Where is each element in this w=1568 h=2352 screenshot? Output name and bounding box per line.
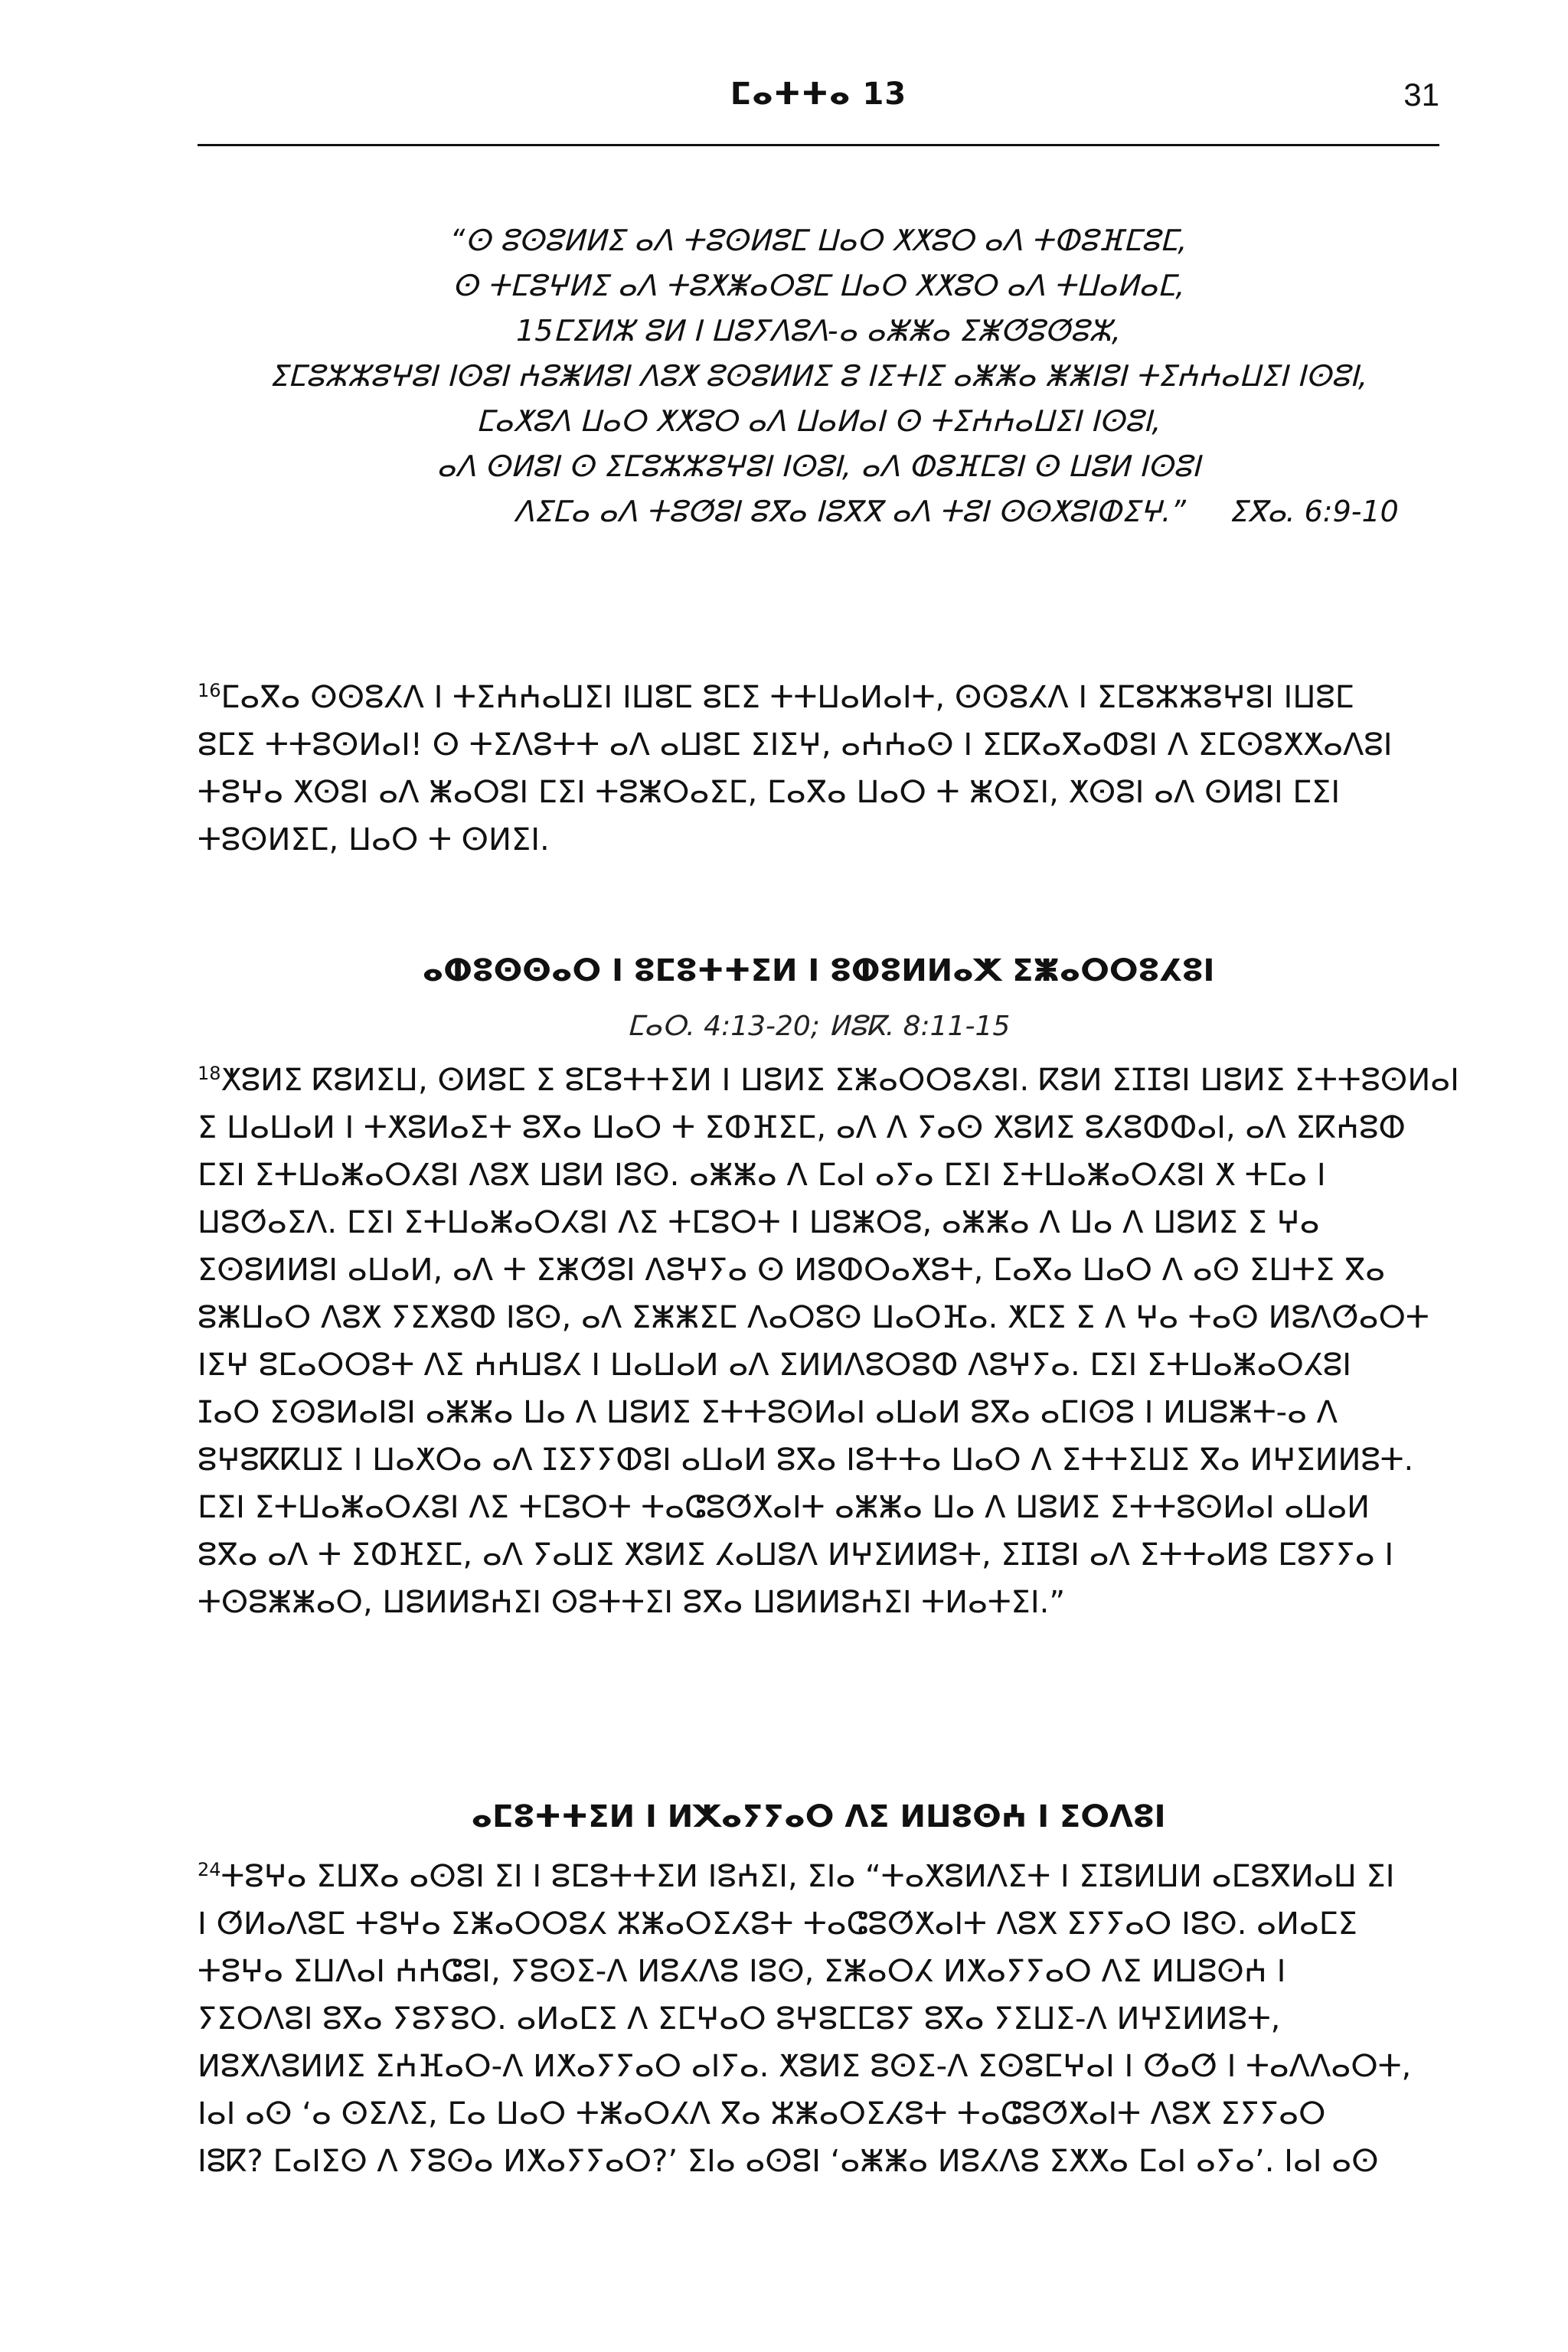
line-text: ⵓⵥⵡⴰⵔ ⴷⵓⵅ ⵢⵉⵅⵓⵀ ⵏⵓⵙ, ⴰⴷ ⵉⵥⵥⵉⵎ ⴷⴰⵔⵓⵙ ⵡⴰⵔⴼⴰ. ⵅⵎⵉ ⵉ ⴷ ⵖⴰ ⵜⴰⵙ ⵍⵓⴷⵚⴰⵔⵜ <box>198 1300 1429 1335</box>
passage-line <box>198 2090 1439 2138</box>
line-text: ⵍⵓⵅⴷⵓⵍⵍⵉ ⵉⵄⴼⴰⵔ-ⴷ ⵍⵅⴰⵢⵢⴰⵔ ⴰⵏⵢⴰ. ⵅⵓⵍⵉ ⵓⵙⵉ-ⴷ ⵉⵙⵓⵎⵖⴰⵏ ⵏ ⵚⴰⵚ ⵏ ⵜⴰⴷⴷⴰⵔⵜ, <box>198 2049 1412 2084</box>
page-number: 31 <box>1403 77 1439 113</box>
passage-line <box>198 1436 1439 1484</box>
line-text: ⵜⵓⵖⴰ ⵉⵡⴳⴰ ⴰⵙⵓⵏ ⵉⵏ ⵏ ⵓⵎⵓⵜⵜⵉⵍ ⵏⵓⵄⵉⵏ, ⵉⵏⴰ “ⵜⴰⵅⵓⵍⴷⵉⵜ ⵏ ⵉⵊⵓⵍⵡⵍ ⴰⵎⵓⴳⵍⴰⵡ ⵉⵏ <box>220 1859 1395 1894</box>
line-text: ⵉⵙⵓⵍⵍⵓⵏ ⴰⵡⴰⵍ, ⴰⴷ ⵜ ⵉⵥⵚⵓⵏ ⴷⵓⵖⵢⴰ ⵙ ⵍⵓⵀⵔⴰⵅⵓⵜ, ⵎⴰⴳⴰ ⵡⴰⵔ ⴷ ⴰⵙ ⵉⵡⵜⵉ ⴳⴰ <box>198 1253 1386 1288</box>
passage-section-1 <box>198 1057 1459 1626</box>
passage-line <box>198 2138 1439 2185</box>
line-text: ⵜⵓⵖⴰ ⵅⵙⵓⵏ ⴰⴷ ⵥⴰⵔⵓⵏ ⵎⵉⵏ ⵜⵓⵥⵔⴰⵉⵎ, ⵎⴰⴳⴰ ⵡⴰⵔ ⵜ ⵥⵔⵉⵏ, ⵅⵙⵓⵏ ⴰⴷ ⵙⵍⵓⵏ ⵎⵉⵏ <box>198 775 1341 810</box>
verse-number: 16 <box>198 680 221 701</box>
quote-line: ⴰⴷ ⵙⵍⵓⵏ ⵙ ⵉⵎⵓⵣⵣⵓⵖⵓⵏ ⵏⵙⵓⵏ, ⴰⴷ ⵀⵓⴼⵎⵓⵏ ⵙ ⵡⵓⵍ ⵏⵙⵓⵏ <box>436 449 1200 483</box>
quote-line: ⵎⴰⵅⵓⴷ ⵡⴰⵔ ⵅⵅⵓⵔ ⴰⴷ ⵡⴰⵍⴰⵏ ⵙ ⵜⵉⵄⵄⴰⵡⵉⵏ ⵏⵙⵓⵏ, <box>475 404 1161 438</box>
passage-line <box>198 1900 1439 1948</box>
quotation-block <box>198 218 1439 534</box>
line-text: ⵎⴰⴳⴰ ⵙⵙⵓⵃⴷ ⵏ ⵜⵉⵄⵄⴰⵡⵉⵏ ⵏⵡⵓⵎ ⵓⵎⵉ ⵜⵜⵡⴰⵍⴰⵏⵜ, ⵙⵙⵓⵃⴷ ⵏ ⵉⵎⵓⵣⵣⵓⵖⵓⵏ ⵏⵡⵓⵎ <box>220 680 1354 715</box>
verse-number: 18 <box>198 1063 221 1084</box>
header-rule <box>198 144 1439 146</box>
line-text: ⵏⵉⵖ ⵓⵎⴰⵔⵔⵓⵜ ⴷⵉ ⵄⵄⵡⵓⵃ ⵏ ⵡⴰⵡⴰⵍ ⴰⴷ ⵉⵍⵍⴷⵓⵔⵓⵀ ⴷⵓⵖⵢⴰ. ⵎⵉⵏ ⵉⵜⵡⴰⵥⴰⵔⵃⵓⵏ <box>198 1348 1352 1383</box>
verse-number: 24 <box>198 1859 221 1880</box>
quote-last-line <box>198 489 1439 534</box>
quote-line: 15ⵎⵉⵍⵣ ⵓⵍ ⵏ ⵡⵓⵢⴷⵓⴷ-ⴰ ⴰⵥⵥⴰ ⵉⵥⵚⵓⵚⵓⵣ, <box>516 314 1121 348</box>
quote-line: ⵙ ⵜⵎⵓⵖⵍⵉ ⴰⴷ ⵜⵓⵅⵥⴰⵔⵓⵎ ⵡⴰⵔ ⵅⵅⵓⵔ ⴰⴷ ⵜⵡⴰⵍⴰⵎ, <box>452 269 1185 302</box>
line-text: ⵏⵓⴽ? ⵎⴰⵏⵉⵙ ⴷ ⵢⵓⵙⴰ ⵍⵅⴰⵢⵢⴰⵔ?’ ⵉⵏⴰ ⴰⵙⵓⵏ ‘ⴰⵥⵥⴰ ⵍⵓⵃⴷⵓ ⵉⵅⵅⴰ ⵎⴰⵏ ⴰⵢⴰ’. ⵏⴰⵏ ⴰⵙ <box>198 2144 1379 2179</box>
line-text: ⵉ ⵡⴰⵡⴰⵍ ⵏ ⵜⵅⵓⵍⴰⵉⵜ ⵓⴳⴰ ⵡⴰⵔ ⵜ ⵉⵀⴼⵉⵎ, ⴰⴷ ⴷ ⵢⴰⵙ ⵅⵓⵍⵉ ⵓⵃⵓⵀⵀⴰⵏ, ⴰⴷ ⵉⴽⵄⵓⵀ <box>198 1110 1406 1145</box>
line-text: ⵜⵓⵙⵍⵉⵎ, ⵡⴰⵔ ⵜ ⵙⵍⵉⵏ. <box>198 822 550 858</box>
passage-line <box>198 769 1439 816</box>
section-heading: ⴰⵀⵓⵙⵙⴰⵔ ⵏ ⵓⵎⵓⵜⵜⵉⵍ ⵏ ⵓⵀⵓⵍⵍⴰⵅ ⵉⵥⴰⵔⵔⵓⵃⵓⵏ <box>422 953 1215 988</box>
line-text: ⵎⵉⵏ ⵉⵜⵡⴰⵥⴰⵔⵃⵓⵏ ⴷⵓⵅ ⵡⵓⵍ ⵏⵓⵙ. ⴰⵥⵥⴰ ⴷ ⵎⴰⵏ ⴰⵢⴰ ⵎⵉⵏ ⵉⵜⵡⴰⵥⴰⵔⵃⵓⵏ ⵅ ⵜⵎⴰ ⵏ <box>198 1158 1326 1193</box>
line-text: ⵓⴳⴰ ⴰⴷ ⵜ ⵉⵀⴼⵉⵎ, ⴰⴷ ⵢⴰⵡⵉ ⵅⵓⵍⵉ ⵃⴰⵡⵓⴷ ⵍⵖⵉⵍⵍⵓⵜ, ⵉⵊⵊⵓⵏ ⴰⴷ ⵉⵜⵜⴰⵍⵓ ⵎⵓⵢⵢⴰ ⵏ <box>198 1537 1394 1573</box>
passage-line <box>198 674 1439 721</box>
passage-line <box>198 1246 1439 1294</box>
passage-line <box>198 1389 1439 1436</box>
line-text: ⵜⵓⵖⴰ ⵉⵡⴷⴰⵏ ⵄⵄⵛⵓⵏ, ⵢⵓⵙⵉ-ⴷ ⵍⵓⵃⴷⵓ ⵏⵓⵙ, ⵉⵥⴰⵔⵃ ⵍⵅⴰⵢⵢⴰⵔ ⴷⵉ ⵍⵡⵓⵙⵄ ⵏ <box>198 1954 1286 1989</box>
line-text: ⵅⵓⵍⵉ ⴽⵓⵍⵉⵡ, ⵙⵍⵓⵎ ⵉ ⵓⵎⵓⵜⵜⵉⵍ ⵏ ⵡⵓⵍⵉ ⵉⵥⴰⵔⵔⵓⵃⵓⵏ. ⴽⵓⵍ ⵉⵊⵊⵓⵏ ⵡⵓⵍⵉ ⵉⵜⵜⵓⵙⵍⴰⵏ <box>220 1063 1459 1098</box>
passage-line <box>198 2043 1439 2090</box>
line-text: ⵜⵙⵓⵥⵥⴰⵔ, ⵡⵓⵍⵍⵓⵄⵉⵏ ⵙⵓⵜⵜⵉⵏ ⵓⴳⴰ ⵡⵓⵍⵍⵓⵄⵉⵏ ⵜⵍⴰⵜⵉⵏ.” <box>198 1585 1066 1620</box>
line-text: ⵢⵉⵔⴷⵓⵏ ⵓⴳⴰ ⵢⵓⵢⵓⵔ. ⴰⵍⴰⵎⵉ ⴷ ⵉⵎⵖⴰⵔ ⵓⵖⵓⵎⵎⵓⵢ ⵓⴳⴰ ⵢⵉⵡⵉ-ⴷ ⵍⵖⵉⵍⵍⵓⵜ, <box>198 2001 1281 2037</box>
passage-line <box>198 1853 1439 1900</box>
line-text: ⵎⵉⵏ ⵉⵜⵡⴰⵥⴰⵔⵃⵓⵏ ⴷⵉ ⵜⵎⵓⵔⵜ ⵜⴰⵛⵓⵚⵅⴰⵏⵜ ⴰⵥⵥⴰ ⵡⴰ ⴷ ⵡⵓⵍⵉ ⵉⵜⵜⵓⵙⵍⴰⵏ ⴰⵡⴰⵍ <box>198 1490 1370 1525</box>
line-text: ⵓⵎⵉ ⵜⵜⵓⵙⵍⴰⵏ! ⵙ ⵜⵉⴷⵓⵜⵜ ⴰⴷ ⴰⵡⵓⵎ ⵉⵏⵉⵖ, ⴰⵄⵄⴰⵙ ⵏ ⵉⵎⴽⴰⴳⴰⵀⵓⵏ ⴷ ⵉⵎⵙⵓⵅⵅⴰⴷⵓⵏ <box>198 727 1393 763</box>
passage-line <box>198 1104 1439 1152</box>
passage-line <box>198 1995 1439 2043</box>
line-text: ⵏⴰⵏ ⴰⵙ ‘ⴰ ⵙⵉⴷⵉ, ⵎⴰ ⵡⴰⵔ ⵜⵥⴰⵔⵃⴷ ⴳⴰ ⵣⵥⴰⵔⵉⵃⵓⵜ ⵜⴰⵛⵓⵚⵅⴰⵏⵜ ⴷⵓⵅ ⵉⵢⵢⴰⵔ <box>198 2096 1326 2132</box>
passage-line <box>198 1531 1439 1579</box>
passage-line <box>198 1199 1439 1246</box>
passage-line <box>198 1484 1439 1531</box>
passage-line <box>198 1579 1439 1626</box>
passage-line <box>198 1948 1439 1995</box>
passage-line <box>198 1294 1439 1341</box>
running-head: ⵎⴰⵜⵜⴰ 13 <box>730 77 907 112</box>
passage-line <box>198 816 1439 864</box>
quote-reference: ⵉⴳⴰ. 6:9-10 <box>1228 495 1399 528</box>
quote-line: ⴷⵉⵎⴰ ⴰⴷ ⵜⵓⵚⵓⵏ ⵓⴳⴰ ⵏⵓⴳⴳ ⴰⴷ ⵜⵓⵏ ⵙⵙⵅⵓⵏⵀⵉⵖ.” <box>514 495 1186 528</box>
passage-line <box>198 1341 1439 1389</box>
passage-line <box>198 1057 1459 1104</box>
passage-line <box>198 721 1439 769</box>
passage-section-2 <box>198 1853 1439 2185</box>
passage-a <box>198 674 1439 864</box>
line-text: ⵏ ⵚⵍⴰⴷⵓⵎ ⵜⵓⵖⴰ ⵉⵥⴰⵔⵔⵓⵃ ⵣⵥⴰⵔⵉⵃⵓⵜ ⵜⴰⵛⵓⵚⵅⴰⵏⵜ ⴷⵓⵅ ⵉⵢⵢⴰⵔ ⵏⵓⵙ. ⴰⵍⴰⵎⵉ <box>198 1906 1357 1942</box>
passage-line <box>198 1152 1439 1199</box>
line-text: ⵊⴰⵔ ⵉⵙⵓⵍⴰⵏⵓⵏ ⴰⵥⵥⴰ ⵡⴰ ⴷ ⵡⵓⵍⵉ ⵉⵜⵜⵓⵙⵍⴰⵏ ⴰⵡⴰⵍ ⵓⴳⴰ ⴰⵎⵏⵙⵓ ⵏ ⵍⵡⵓⵥⵜ-ⴰ ⴷ <box>198 1395 1338 1430</box>
page-header <box>198 77 1439 122</box>
line-text: ⵡⵓⵚⴰⵉⴷ. ⵎⵉⵏ ⵉⵜⵡⴰⵥⴰⵔⵃⵓⵏ ⴷⵉ ⵜⵎⵓⵔⵜ ⵏ ⵡⵓⵥⵔⵓ, ⴰⵥⵥⴰ ⴷ ⵡⴰ ⴷ ⵡⵓⵍⵉ ⵉ ⵖⴰ <box>198 1205 1320 1240</box>
quote-line: ⵉⵎⵓⵣⵣⵓⵖⵓⵏ ⵏⵙⵓⵏ ⵄⵓⵥⵍⵓⵏ ⴷⵓⵅ ⵓⵙⵓⵍⵍⵉ ⵓ ⵏⵉⵜⵏⵉ ⴰⵥⵥⴰ ⵥⵥⵏⵓⵏ ⵜⵉⵄⵄⴰⵡⵉⵏ ⵏⵙⵓⵏ, <box>269 359 1368 393</box>
line-text: ⵓⵖⵓⴽⴽⵡⵉ ⵏ ⵡⴰⵅⵔⴰ ⴰⴷ ⵊⵉⵢⵢⵀⵓⵏ ⴰⵡⴰⵍ ⵓⴳⴰ ⵏⵓⵜⵜⴰ ⵡⴰⵔ ⴷ ⵉⵜⵜⵉⵡⵉ ⴳⴰ ⵍⵖⵉⵍⵍⵓⵜ. <box>198 1442 1414 1478</box>
section-heading: ⴰⵎⵓⵜⵜⵉⵍ ⵏ ⵍⵅⴰⵢⵢⴰⵔ ⴷⵉ ⵍⵡⵓⵙⵄ ⵏ ⵉⵔⴷⵓⵏ <box>471 1799 1166 1834</box>
quote-line: “ⵙ ⵓⵙⵓⵍⵍⵉ ⴰⴷ ⵜⵓⵙⵍⵓⵎ ⵡⴰⵔ ⵅⵅⵓⵔ ⴰⴷ ⵜⵀⵓⴼⵎⵓⵎ, <box>449 224 1187 257</box>
section-cross-reference: ⵎⴰⵔ. 4:13-20; ⵍⵓⴽ. 8:11-15 <box>626 1011 1011 1042</box>
